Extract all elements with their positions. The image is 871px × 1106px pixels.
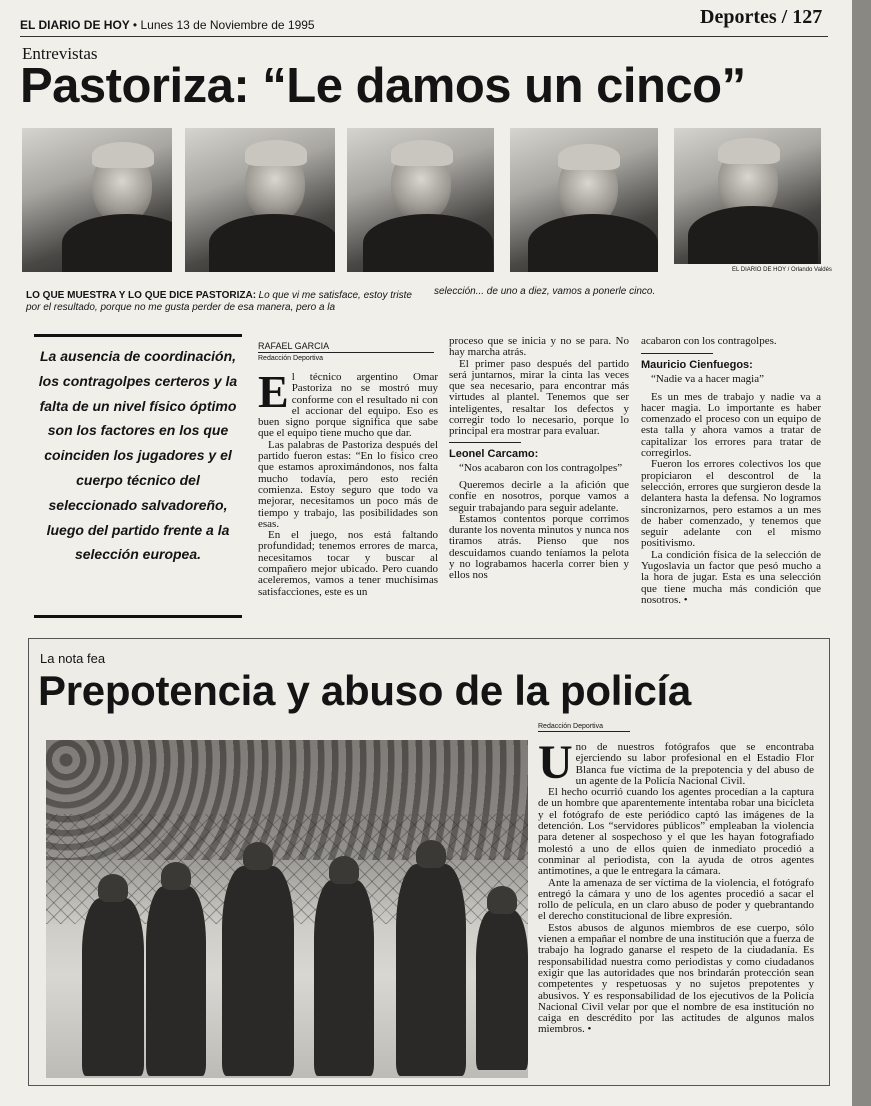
- col1-paragraph: Las palabras de Pastoriza después del partido fueron estas: “En lo físico creo que estamos aproximándonos, nos falta mucho todavía, pero esto recién comienza. Estoy seguro que todo va mejorar, necesitamos un poco más de tiempo y trabajo, las posibilidades son esas.: [258, 438, 438, 530]
- pullquote: La ausencia de coordinación, los contragolpes certeros y la falta de un nivel físico óptimo son los factores en los que coinciden los jugadores y el cuerpo técnico del seleccionado salvadoreño, luego del partido frente a la selección europea.: [38, 348, 238, 563]
- caption-text: Lo que vi me satisface, estoy triste por el resultado, porque no me gusta perder de esa manera, pero a la: [26, 290, 412, 313]
- col2-paragraph: Queremos decirle a la afición que confíe en nosotros, porque vamos a seguir trabajando para seguir adelante.: [449, 478, 629, 514]
- section-page-label: Deportes / 127: [700, 6, 823, 28]
- newspaper-name: EL DIARIO DE HOY: [20, 18, 130, 32]
- article1-kicker: Entrevistas: [22, 44, 98, 63]
- article1-column-3: [641, 336, 821, 606]
- article1-headline: Pastoriza: “Le damos un cinco”: [20, 59, 746, 113]
- col1-paragraph: l técnico argentino Omar Pastoriza no se mostró muy conforme con el resultado ni con el accionar del equipo. Eso es buen signo porque significa que sabe que el equipo tiene mucho que dar.: [258, 371, 438, 440]
- dropcap-u: U: [538, 736, 573, 789]
- article2-paragraph: no de nuestros fotógrafos que se encontraba ejerciendo su labor profesional en el Estadio Flor Blanca fue víctima de la prepotencia y del abuso de un agente de la Policía Nacional Civil.: [575, 741, 814, 787]
- col3-paragraph: Fueron los errores colectivos los que propiciaron el descontrol de la selección, errores que surgieron desde la delantera hasta la defensa. No logramos sincronizarnos, pero estamos a un mes de haber comenzado, y tenemos que seguir adelante con el mismo positivismo.: [641, 458, 821, 550]
- col2-paragraph: Estamos contentos porque corrimos durante los noventa minutos y nunca nos tiramos atrás. Pienso que nos descuidamos cuando teníamos la pelota y no lograbamos hacerla correr bien y ellos nos: [449, 512, 629, 582]
- byline-role: Redacción Deportiva: [258, 355, 323, 362]
- article2-byline: [538, 723, 630, 732]
- subquote-cienfuegos: “Nadie va a hacer magia”: [651, 373, 764, 386]
- col1-paragraph: En el juego, nos está faltando profundidad; tenemos errores de marca, necesitamos tocar y buscar al compañero mejor ubicado. Pero cuando aceleremos, vamos a tener muchísimas satisfacciones, este es un: [258, 529, 438, 598]
- caption-lead: LO QUE MUESTRA Y LO QUE DICE PASTORIZA:: [26, 290, 257, 301]
- photo-pastoriza-5: [674, 128, 821, 264]
- masthead: EL DIARIO DE HOY • Lunes 13 de Noviembre de 1995: [20, 18, 315, 32]
- caption-continuation: selección... de uno a diez, vamos a ponerle cinco.: [434, 286, 656, 297]
- article1-byline: [258, 341, 434, 364]
- article1-column-1: [258, 366, 438, 598]
- subhead-carcamo: Leonel Carcamo:: [449, 447, 539, 460]
- subquote-carcamo: “Nos acabaron con los contragolpes”: [459, 461, 623, 474]
- col3-lead: acabaron con los contragolpes.: [641, 335, 777, 347]
- article1-column-2: [449, 336, 629, 582]
- photo-caption: [26, 290, 426, 314]
- photo-pastoriza-2: [185, 128, 335, 272]
- pullquote-rule-top: [34, 334, 242, 337]
- article2-paragraph: Ante la amenaza de ser víctima de la violencia, el fotógrafo entregó la cámara y uno de los agentes procedió a sacar el rollo de película, en un claro abuso de poder y quebrantando el derecho constitucional de libre expresión.: [538, 876, 814, 923]
- photo-credit: EL DIARIO DE HOY / Orlando Valdés: [732, 267, 832, 273]
- col3-paragraph: La condición física de la selección de Yugoslavia un factor que pesó mucho a la hora de jugar. Esta es una selección que tiene mucha más condición que nosotros. •: [641, 548, 821, 606]
- byline-name: RAFAEL GARCIA: [258, 341, 330, 351]
- col2-lead: proceso que se inicia y no se para. No hay marcha atrás.: [449, 335, 629, 359]
- pullquote-rule-bottom: [34, 615, 242, 618]
- photo-police-stadium: [46, 740, 528, 1078]
- issue-date: Lunes 13 de Noviembre de 1995: [140, 18, 315, 32]
- article2-paragraph: El hecho ocurrió cuando los agentes procedían a la captura de un hombre que aparentemente intentaba robar una bicicleta y el fotógrafo de este periódico captó las imágenes de la detención. Los “servidores públicos” empleaban la violencia para detener al sospechoso y el que les hayan fotografiado molestó a uno de ellos quien de inmediato procedió a conminar al periodista, con la ayuda de otros agentes antimotines, a que le entregara la cámara.: [538, 786, 814, 878]
- article2-body: [538, 736, 814, 1036]
- photo-pastoriza-1: [22, 128, 172, 272]
- article2-kicker: La nota fea: [40, 651, 106, 666]
- header-rule: [20, 36, 828, 37]
- dropcap-e: E: [258, 366, 289, 417]
- subhead-cienfuegos: Mauricio Cienfuegos:: [641, 359, 753, 372]
- article2-byline-role: Redacción Deportiva: [538, 723, 603, 730]
- col2-paragraph: El primer paso después del partido será juntarnos, mirar la cinta las veces que sea necesario, para encontrar más virtudes al plantel. Tenemos que ser inteligentes, resaltar los defectos y corregir todo lo necesario, porque lo principal era mostrar para evaluar.: [449, 357, 629, 438]
- article2-headline: Prepotencia y abuso de la policía: [38, 667, 691, 714]
- photo-pastoriza-3: [347, 128, 494, 272]
- col3-paragraph: Es un mes de trabajo y nadie va a hacer magia. Lo importante es haber comenzado el proceso con un equipo de esta talla y ahora vamos a tratar de capitalizar los errores para tratar de corregirlos.: [641, 390, 821, 460]
- photo-pastoriza-4: [510, 128, 658, 272]
- article2-paragraph: Estos abusos de algunos miembros de ese cuerpo, sólo vienen a empañar el nombre de una institución que a fuerza de trabajo ha logrado ganarse el respeto de la ciudadanía. Es responsabilidad nuestra como periodistas y como ciudadanos exigir que las autoridades que nos brindarán protección sean competentes y respetuosas y no sujetos prepotentes y abusivos. Y es responsabilidad de los ejecutivos de la Policía Nacional Civil velar por que el nombre de esa institución no caiga en descrédito por las actitudes de algunos malos miembros. •: [538, 921, 814, 1036]
